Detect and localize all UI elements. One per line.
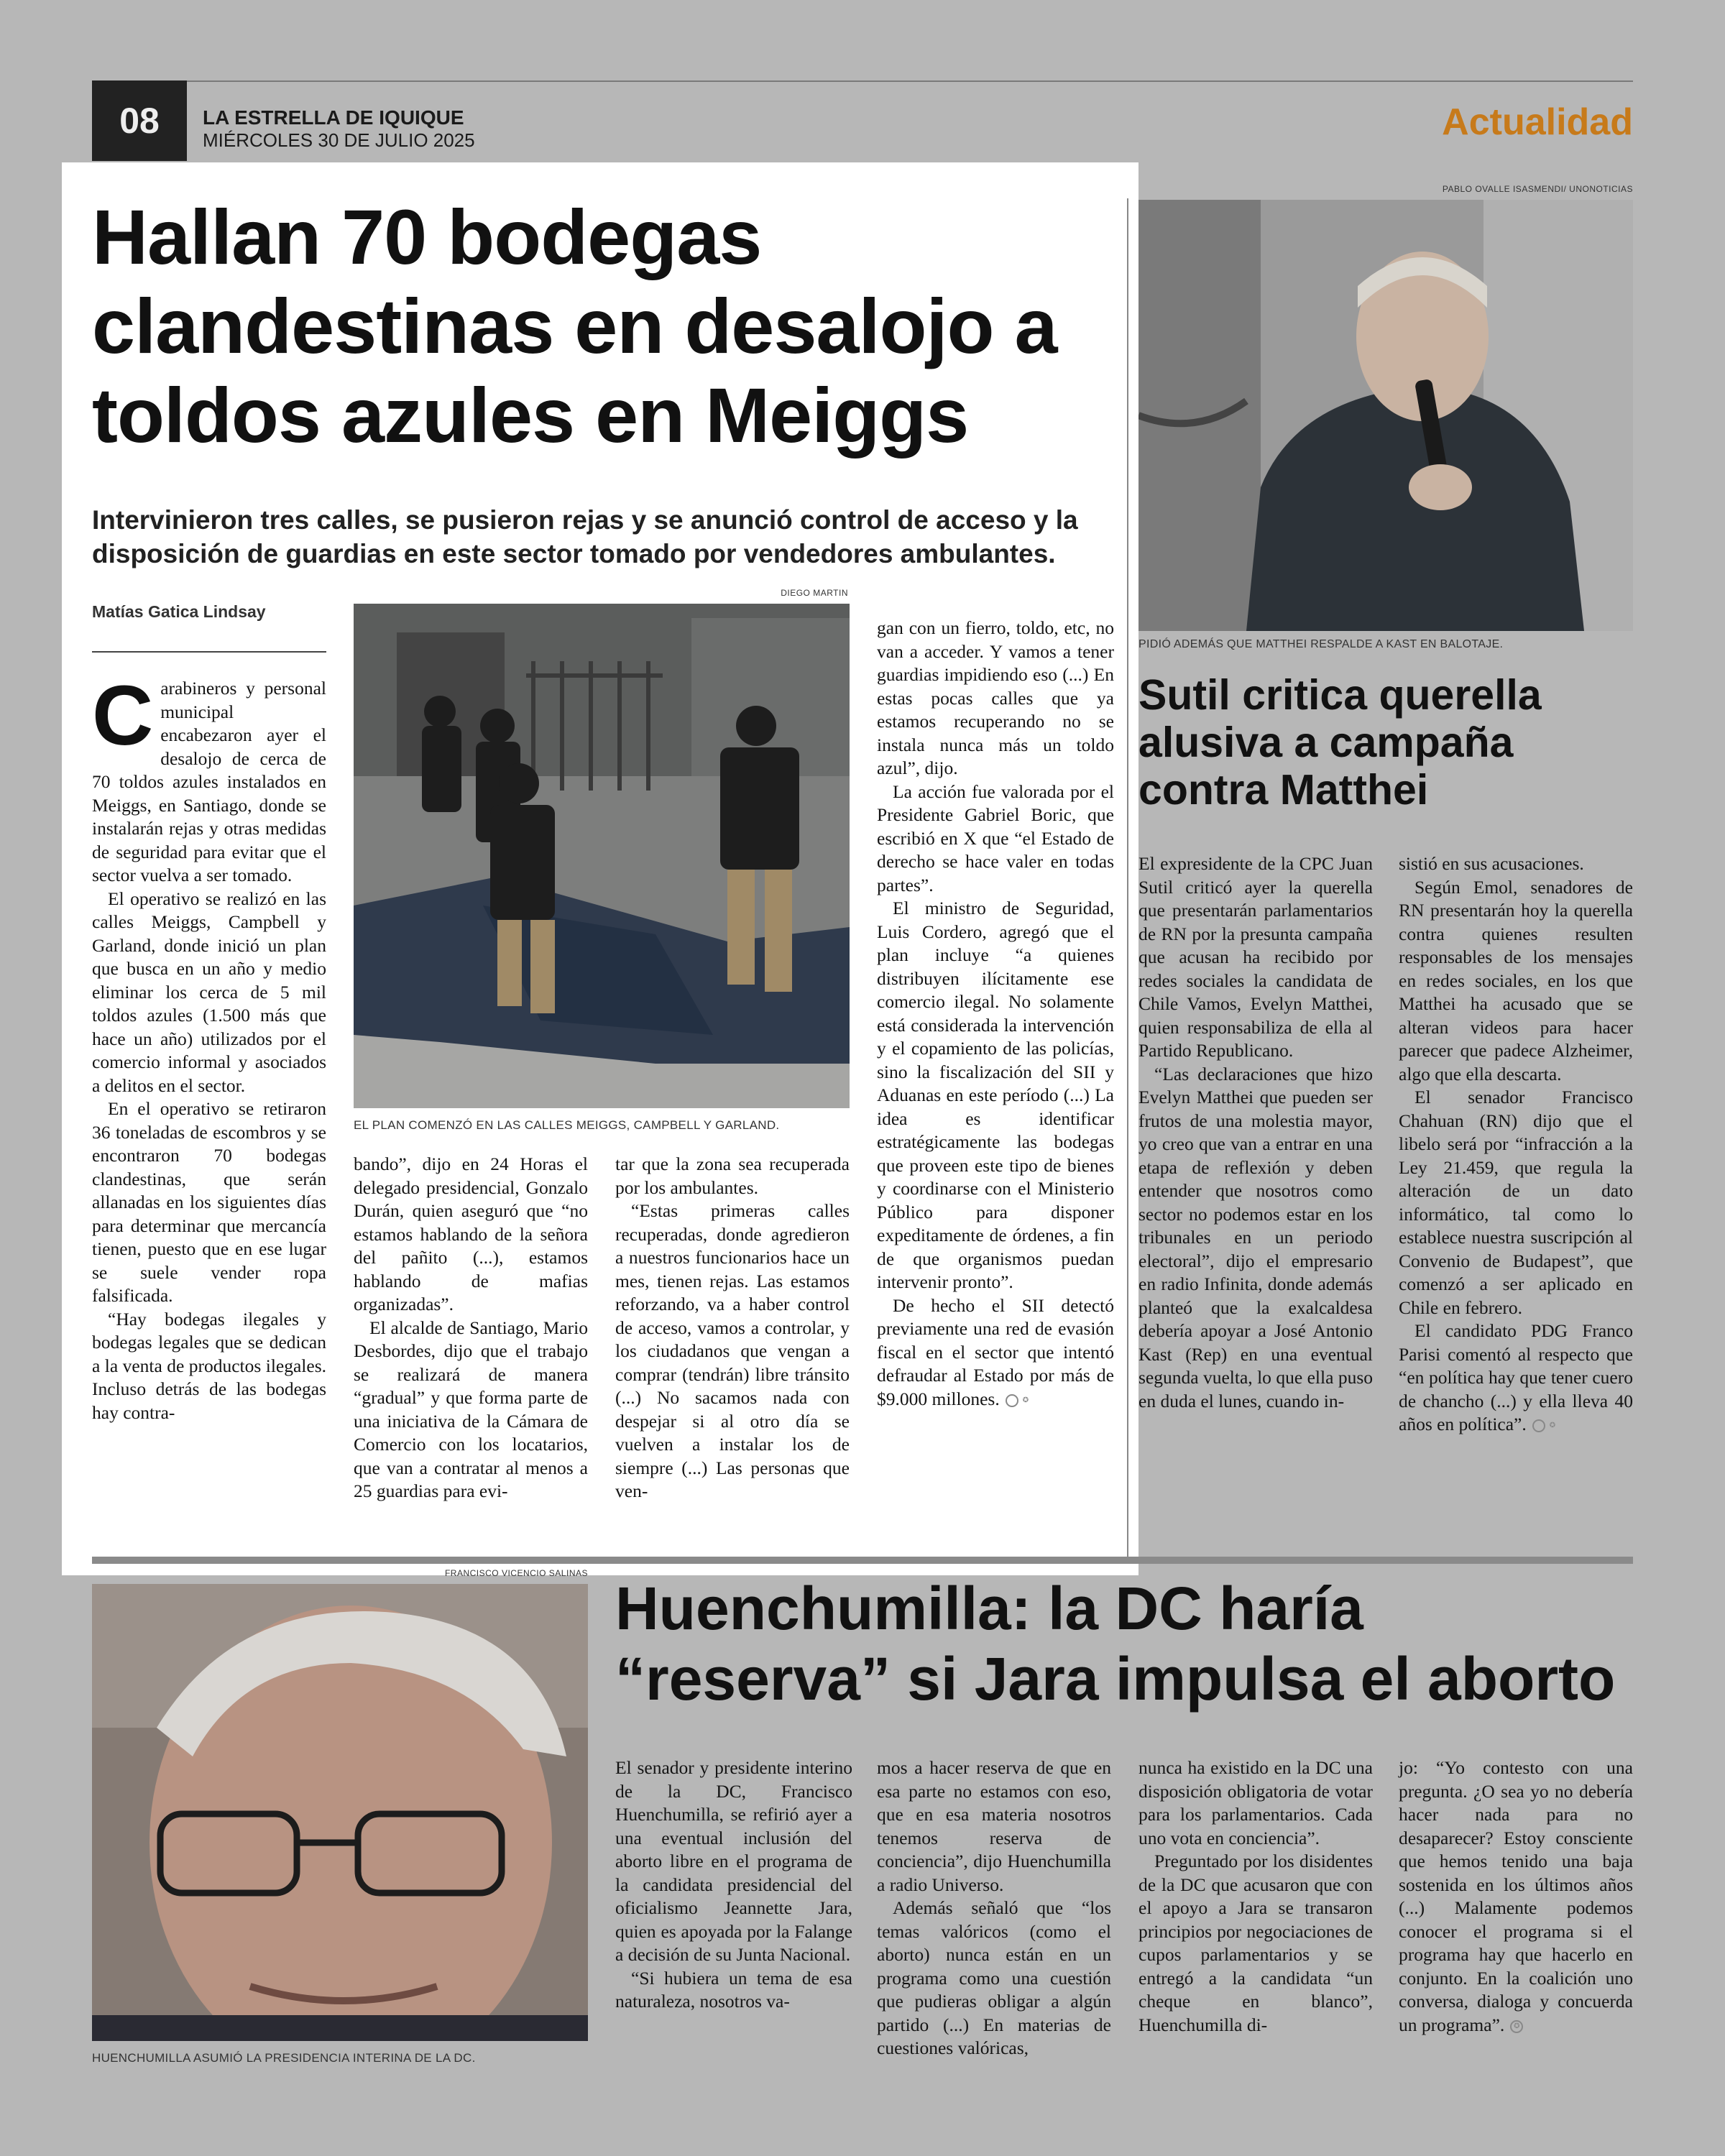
huenchumilla-col-3: nunca ha existido en la DC una disposición obligatoria de votar para los parlamentarios. Cada uno vota en conciencia”. Preguntado por los disidentes de la DC que acusaron que con el apoyo a Jara se transaron principios por negociaciones de cupos parlamentarios y se entregó a la candidata “un cheque en blanco”, Huenchumilla di-: [1138, 1757, 1373, 2035]
main-col-divider: [1127, 198, 1128, 1557]
huenchumilla-col-4: jo: “Yo contesto con una pregunta. ¿O sea yo no debería hacer nada para no desaparecer? Estoy consciente que hemos tenido una baja sostenida en los últimos años (...) Malamente podemos conocer el programa si el programa hay que hacerlo en conjunto. En la coalición uno conversa, dialoga y concuerda un programa”. ✪: [1399, 1757, 1633, 2035]
main-deck: Intervinieron tres calles, se pusieron rejas y se anunció control de acceso y la disposición de guardias en este sector tomado por vendedores ambulantes.: [92, 505, 1078, 568]
top-rule: [92, 80, 1633, 82]
end-of-article-icon: ✪: [1006, 1394, 1018, 1407]
huenchumilla-col-2: mos a hacer reserva de que en esa parte no estamos con eso, que en esa materia nosotros tenemos reserva de conciencia”, dijo Huenchumilla a radio Universo. Además señaló que “los temas valóricos (como el aborto) nunca están en un programa como una cuestión que pudieras obligar a algún partido (...) En materias de cuestiones valóricas,: [877, 1757, 1111, 2058]
main-col-1: Carabineros y personal municipal encabezaron ayer el desalojo de cerca de 70 toldos azules instalados en Meiggs, en Santiago, donde se instalarán rejas y otras medidas de seguridad para evitar que el sector vuelva a ser tomado. El operativo se realizó en las calles Meiggs, Campbell y Garland, donde inició un plan que busca en un año y medio eliminar los cerca de 5 mil toldos azules (1.500 más que hace un año) utilizados por el comercio informal y asociados a delitos en el sector. En el operativo se retiraron 36 toneladas de escombros y se encontraron 70 bodegas clandestinas, que serán allanadas en los siguientes días para determinar que mercancía tienen, puesto que en ese lugar se suele vender ropa falsificada. “Hay bodegas ilegales y bodegas legales que se dedican a la venta de productos ilegales. Incluso detrás de las bodegas hay contra-: [92, 668, 326, 1423]
end-of-article-icon: ✪: [1532, 1419, 1545, 1432]
publication-date: MIÉRCOLES 30 DE JULIO 2025: [203, 129, 475, 151]
portrait-photo-illustration: [92, 1584, 588, 2041]
publication-name: LA ESTRELLA DE IQUIQUE: [203, 106, 464, 129]
main-col-3: tar que la zona sea recuperada por los ambulantes. “Estas primeras calles recuperadas, donde agredieron a nuestros funcionarios hace un mes, tienen rejas. Las estamos reforzando, va a haber control de acceso, vamos a controlar, y los ciudadanos que vengan a comprar (tendrán) libre tránsito (...) No sacamos nada con despejar si al otro día se vuelven a instalar los de siempre (...) Las personas que ven-: [615, 1153, 850, 1501]
section-divider: [92, 1557, 1633, 1564]
main-photo-caption: EL PLAN COMENZÓ EN LAS CALLES MEIGGS, CAMPBELL Y GARLAND.: [354, 1118, 780, 1132]
byline-rule: [92, 651, 326, 653]
huenchumilla-photo-caption: HUENCHUMILLA ASUMIÓ LA PRESIDENCIA INTERINA DE LA DC.: [92, 2051, 476, 2065]
huenchumilla-photo-credit: FRANCISCO VICENCIO SALINAS: [444, 1568, 588, 1578]
sutil-photo-caption: PIDIÓ ADEMÁS QUE MATTHEI RESPALDE A KAST EN BALOTAJE.: [1138, 638, 1504, 650]
end-of-article-icon: ✪: [1510, 2020, 1523, 2033]
sutil-col-2: sistió en sus acusaciones. Según Emol, senadores de RN presentarán hoy la querella contra quienes resulten responsables de los mensajes en redes sociales, en los que Matthei ha acusado que se alteran videos para hacer parecer que padece Alzheimer, algo que ella descarta. El senador Francisco Chahuan (RN) dijo que el libelo será por “infracción a la Ley 21.459, que regula la alteración de un dato informático, tal como lo establece nuestra suscripción al Convenio de Budapest”, que comenzó a ser aplicado en Chile en febrero. El candidato PDG Franco Parisi comentó al respecto que “en política hay que tener cuero de chancho (...) y ella lleva 40 años en política”. ✪: [1399, 853, 1633, 1434]
byline: Matías Gatica Lindsay: [92, 602, 266, 621]
huenchumilla-headline-line-1: Huenchumilla: la DC haría: [615, 1575, 1363, 1642]
sutil-photo-credit: PABLO OVALLE ISASMENDI/ UNONOTICIAS: [1442, 184, 1633, 194]
huenchumilla-photo: [92, 1584, 588, 2041]
main-col-2: bando”, dijo en 24 Horas el delegado presidencial, Gonzalo Durán, quien aseguró que “no estamos hablando de la señora del pañito (...), estamos hablando de mafias organizadas”. El alcalde de Santiago, Mario Desbordes, dijo que el trabajo se realizará de manera “gradual” y que forma parte de una iniciativa de la Cámara de Comercio con los locatarios, que van a contratar al menos a 25 guardias para evi-: [354, 1153, 588, 1501]
main-photo-credit: DIEGO MARTIN: [781, 588, 848, 598]
huenchumilla-col-1: El senador y presidente interino de la DC, Francisco Huenchumilla, se refirió ayer a una eventual inclusión del aborto libre en el programa de la candidata presidencial del oficialismo Jeannette Jara, quien es apoyada por la Falange a decisión de su Junta Nacional. “Si hubiera un tema de esa naturaleza, nosotros va-: [615, 1757, 852, 2012]
dropcap: C: [92, 668, 154, 763]
sutil-headline: Sutil critica querella alusiva a campaña contra Matthei: [1138, 671, 1542, 814]
sutil-photo: [1138, 200, 1633, 631]
huenchumilla-headline-line-2: “reserva” si Jara impulsa el aborto: [615, 1645, 1616, 1713]
section-title: Actualidad: [1442, 101, 1633, 143]
speaker-photo-illustration: [1138, 200, 1633, 631]
sutil-col-1: El expresidente de la CPC Juan Sutil criticó ayer la querella que presentarán parlamentarios de RN por la presunta campaña que acusan ha recibido por redes sociales la candidata de Chile Vamos, Evelyn Matthei, quien responsabiliza de ella al Partido Republicano. “Las declaraciones que hizo Evelyn Matthei que pueden ser frutos de una molestia mayor, yo creo que van a entrar en una etapa de reflexión y deben entender que nosotros como sector no podemos estar en los tribunales en un periodo electoral”, dijo el empresario en radio Infinita, donde además planteó que la exalcaldesa debería apoyar a José Antonio Kast (Rep) en una eventual segunda vuelta, lo que ella puso en duda el lunes, cuando in-: [1138, 853, 1373, 1411]
desalojo-photo-illustration: [354, 604, 850, 1108]
main-col-4: gan con un fierro, toldo, etc, no van a acceder. Y vamos a tener guardias impidiendo eso (...) En estas pocas calles que ya estamos recuperando no se instala nunca más un toldo azul”, dijo. La acción fue valorada por el Presidente Gabriel Boric, que escribió en X que “el Estado de derecho se hace valer en todas partes”. El ministro de Seguridad, Luis Cordero, agregó que el plan incluye “a quienes distribuyen ilícitamente ese comercio ilegal. No solamente está considerada la intervención y el copamiento de las policías, sino la fiscalización del SII y Aduanas en este período (...) La idea es identificar estratégicamente las bodegas que proveen este tipo de bienes y coordinarse con el Ministerio Público para disponer expeditamente de órdenes, a fin de que organismos puedan intervenir pronto”. De hecho el SII detectó previamente una red de evasión fiscal en el sector que intentó defraudar al Estado por más de $9.000 millones. ✪: [877, 617, 1114, 1409]
main-photo: [354, 604, 850, 1108]
page-number: 08: [92, 80, 187, 161]
main-headline: Hallan 70 bodegas clandestinas en desalojo a toldos azules en Meiggs: [92, 193, 1057, 459]
